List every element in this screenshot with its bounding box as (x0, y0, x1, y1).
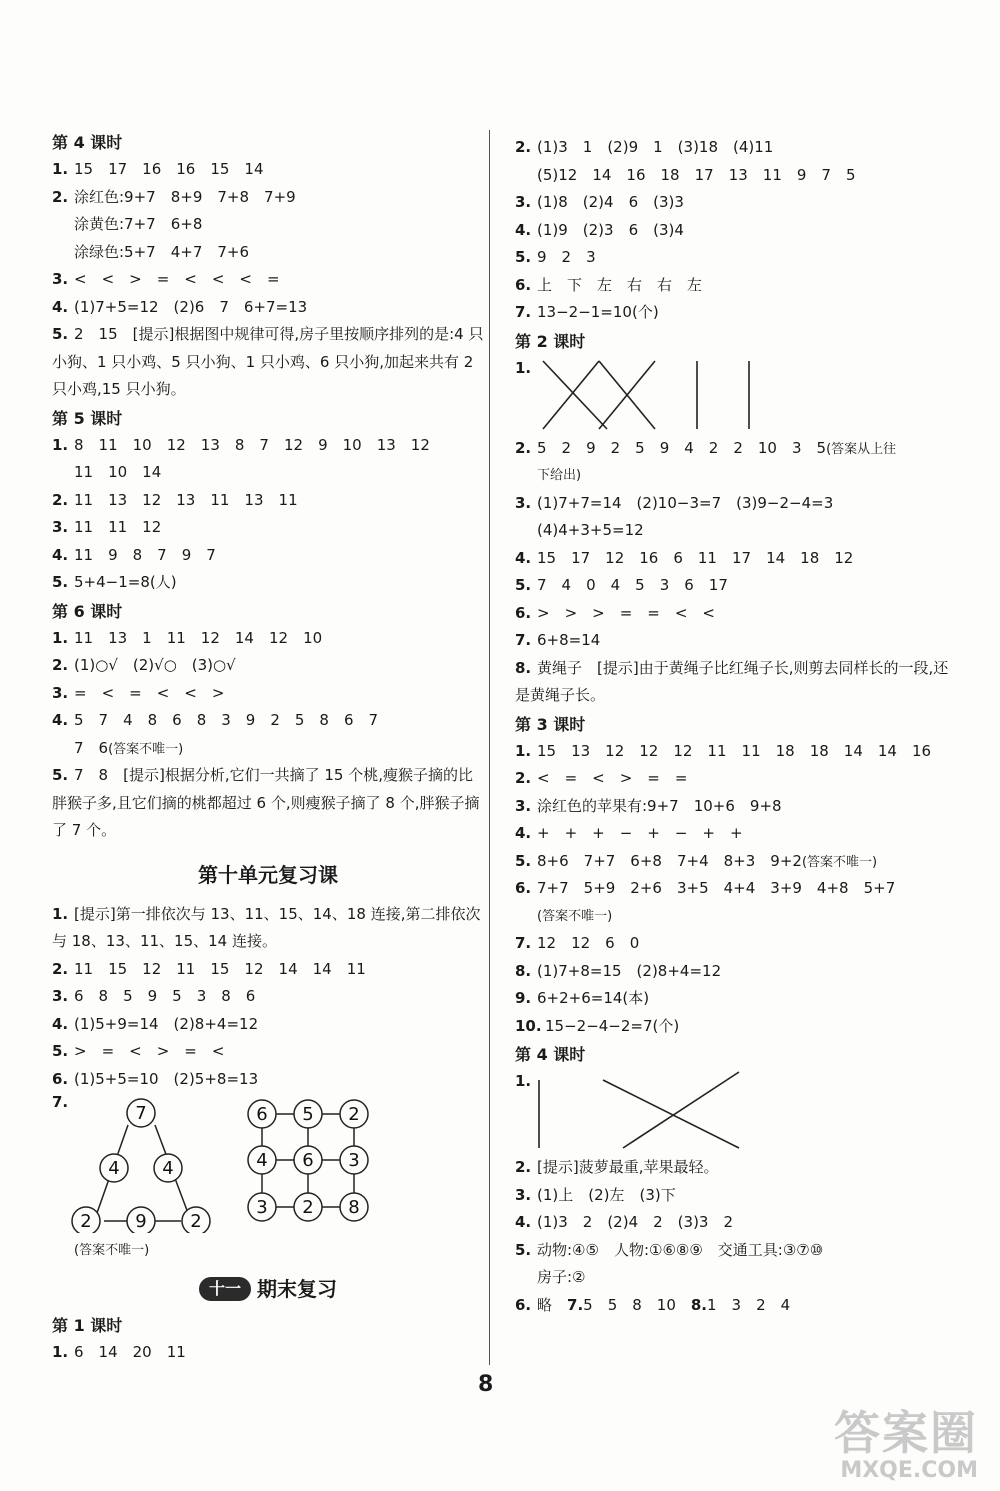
answer-line: 7. 12 12 6 0 (515, 934, 640, 952)
answer-line: 6. 略 7.5 5 8 10 8.1 3 2 4 (515, 1295, 791, 1314)
answer-line: 3. < < > = < < < = (52, 270, 280, 288)
answer-line: 房子:② (537, 1268, 586, 1286)
answer-line: 6. (1)5+5=10 (2)5+8=13 (52, 1069, 259, 1088)
number-puzzle-figure (66, 1093, 396, 1233)
column-divider (489, 130, 490, 1365)
answer-line: 2. (1)3 1 (2)9 1 (3)18 (4)11 (515, 138, 774, 156)
answer-line: 1. 11 13 1 11 12 14 12 10 (52, 628, 323, 647)
unit-title: 第十单元复习课 (198, 862, 338, 887)
answer-line: (4)4+3+5=12 (537, 521, 644, 539)
hint-label: [提示] (132, 325, 175, 343)
tri-bottom-left-number: 2 (80, 1211, 92, 1232)
answer-note: 下给出) (537, 468, 582, 483)
answer-line: 3. (1)上 (2)左 (3)下 (515, 1185, 676, 1204)
lesson-heading: 第 4 课时 (52, 133, 123, 152)
hint-label: [提示] (74, 904, 116, 923)
answer-line: 3. 6 8 5 9 5 3 8 6 (52, 987, 256, 1005)
lesson-heading: 第 3 课时 (515, 714, 586, 734)
matching-lines-figure: 1. (515, 355, 960, 435)
answer-line: 6. 上 下 左 右 右 左 (515, 275, 703, 294)
answer-line: 涂绿色:5+7 4+7 7+6 (74, 242, 250, 261)
matching-lines-figure: 1. (515, 1068, 960, 1154)
lesson-heading: 第 1 课时 (52, 1315, 123, 1335)
page-number: 8 (478, 1372, 494, 1397)
answer-line: 2. 涂红色:9+7 8+9 7+8 7+9 (52, 187, 296, 206)
grid-number: 3 (348, 1150, 360, 1171)
grid-number: 6 (256, 1104, 268, 1125)
answer-line: 1. 8 11 10 12 13 8 7 12 9 10 13 12 (52, 435, 430, 454)
answer-line: 2. 11 15 12 11 15 12 14 14 11 (52, 959, 366, 978)
answer-line: (5)12 14 16 18 17 13 11 9 7 5 (537, 165, 856, 184)
answer-line: 5. 9 2 3 (515, 248, 596, 266)
answer-line: 7. 13−2−1=10(个) (515, 303, 659, 321)
answer-paragraph: 8. 黄绳子 [提示]由于黄绳子比红绳子长,则剪去同样长的一段,还是黄绳子长。 (515, 658, 949, 704)
grid-number: 4 (256, 1150, 268, 1171)
grid-number: 6 (302, 1150, 314, 1171)
answer-line: 4. 5 7 4 8 6 8 3 9 2 5 8 6 7 (52, 711, 379, 729)
circle-number-diagrams: 7. 7 4 4 2 9 2 6 5 2 4 6 3 3 2 8 (52, 1093, 484, 1233)
answer-paragraph: 5. 2 15 [提示]根据图中规律可得,房子里按顺序排列的是:4 只小狗、1 只小鸡、5 只小狗、1 只小鸡、6 只小狗,加起来共有 2 只小鸡,15 只小狗。 (52, 325, 484, 398)
answer-line: 4. (1)7+5=12 (2)6 7 6+7=13 (52, 297, 308, 316)
answer-line: 涂黄色:7+7 6+8 (74, 215, 203, 233)
grid-number: 8 (348, 1197, 360, 1218)
answer-line: 6. > > > = = < < (515, 603, 715, 622)
answer-line: 7. 6+8=14 (515, 631, 601, 649)
answer-line: 1. 6 14 20 11 (52, 1342, 186, 1361)
grid-number: 5 (302, 1104, 314, 1125)
answer-line: 2. 11 13 12 13 11 13 11 (52, 490, 298, 509)
answer-line: 10. 15−2−4−2=7(个) (515, 1016, 680, 1035)
answer-line: 4. 11 9 8 7 9 7 (52, 545, 216, 564)
hint-label: [提示] (537, 1158, 579, 1176)
answer-line: 7 6(答案不唯一) (74, 738, 184, 757)
answer-line: 1. 15 13 12 12 12 11 11 18 18 14 14 16 (515, 741, 932, 760)
lesson-heading: 第 5 课时 (52, 408, 123, 428)
answer-line: 2. [提示]菠萝最重,苹果最轻。 (515, 1158, 719, 1176)
answer-line: 6. 7+7 5+9 2+6 3+5 4+4 3+9 4+8 5+7 (515, 879, 896, 897)
answer-paragraph: 1. [提示]第一排依次与 13、11、15、14、18 连接,第二排依次与 18、13、11、15、14 连接。 (52, 904, 481, 950)
tri-left-number: 4 (108, 1158, 120, 1179)
answer-line: 3. (1)7+7=14 (2)10−3=7 (3)9−2−4=3 (515, 493, 834, 512)
tri-bottom-right-number: 2 (190, 1211, 202, 1232)
answer-line: 2. 5 2 9 2 5 9 4 2 2 10 3 5(答案从上往 (515, 438, 897, 457)
answer-line: 3. = < = < < > (52, 683, 225, 702)
answer-line: 1. 15 17 16 16 15 14 (52, 160, 264, 178)
grid-number: 2 (348, 1104, 360, 1125)
answer-line: 4. 15 17 12 16 6 11 17 14 18 12 (515, 548, 854, 567)
chapter-title: 十一 期末复习 (52, 1267, 484, 1311)
answer-line: 2. (1)○√ (2)√○ (3)○√ (52, 656, 236, 674)
right-column (515, 134, 960, 1319)
grid-number: 2 (302, 1197, 314, 1218)
tri-top-number: 7 (135, 1103, 147, 1124)
answer-line: 5. 5+4−1=8(人) (52, 573, 177, 591)
answer-line: 4. (1)5+9=14 (2)8+4=12 (52, 1014, 259, 1033)
lesson-heading: 第 2 课时 (515, 331, 586, 351)
answer-line: 3. 涂红色的苹果有:9+7 10+6 9+8 (515, 796, 782, 815)
answer-line: 3. 11 11 12 (52, 518, 162, 536)
answer-line: 5. 动物:④⑤ 人物:①⑥⑧⑨ 交通工具:③⑦⑩ (515, 1240, 824, 1259)
tri-right-number: 4 (162, 1158, 174, 1179)
answer-line: 8. (1)7+8=15 (2)8+4=12 (515, 961, 722, 980)
matching-lines (537, 355, 797, 435)
answer-note: (答案不唯一) (537, 908, 613, 924)
answer-note: (答案不唯一) (74, 1243, 150, 1258)
answer-line: 4. (1)3 2 (2)4 2 (3)3 2 (515, 1213, 734, 1231)
chapter-number: 十一 (199, 1277, 251, 1301)
hint-label: [提示] (123, 766, 165, 784)
answer-line: 11 10 14 (74, 463, 162, 481)
answer-paragraph: 5. 7 8 [提示]根据分析,它们一共摘了 15 个桃,瘦猴子摘的比胖猴子多,且它们摘的桃都超过 6 个,则瘦猴子摘了 8 个,胖猴子摘了 7 个。 (52, 766, 480, 839)
answer-line: 3. (1)8 (2)4 6 (3)3 (515, 193, 684, 211)
lesson-heading: 第 4 课时 (515, 1045, 586, 1064)
watermark-logo: 答案圈 MXQE.COM (834, 1406, 978, 1483)
answer-line: 4. (1)9 (2)3 6 (3)4 (515, 220, 684, 239)
answer-line: 9. 6+2+6=14(本) (515, 989, 650, 1007)
tri-bottom-mid-number: 9 (135, 1211, 147, 1232)
answer-line: 5. 7 4 0 4 5 3 6 17 (515, 576, 728, 594)
left-column (52, 128, 484, 1366)
matching-lines (533, 1068, 773, 1154)
hint-label: [提示] (597, 658, 639, 677)
answer-line: 4. + + + − + − + + (515, 824, 743, 842)
answer-line: 2. < = < > = = (515, 769, 688, 787)
lesson-heading: 第 6 课时 (52, 601, 123, 621)
answer-line: 5. 8+6 7+7 6+8 7+4 8+3 9+2(答案不唯一) (515, 851, 878, 870)
answer-line: 5. > = < > = < (52, 1042, 225, 1060)
grid-number: 3 (256, 1197, 268, 1218)
